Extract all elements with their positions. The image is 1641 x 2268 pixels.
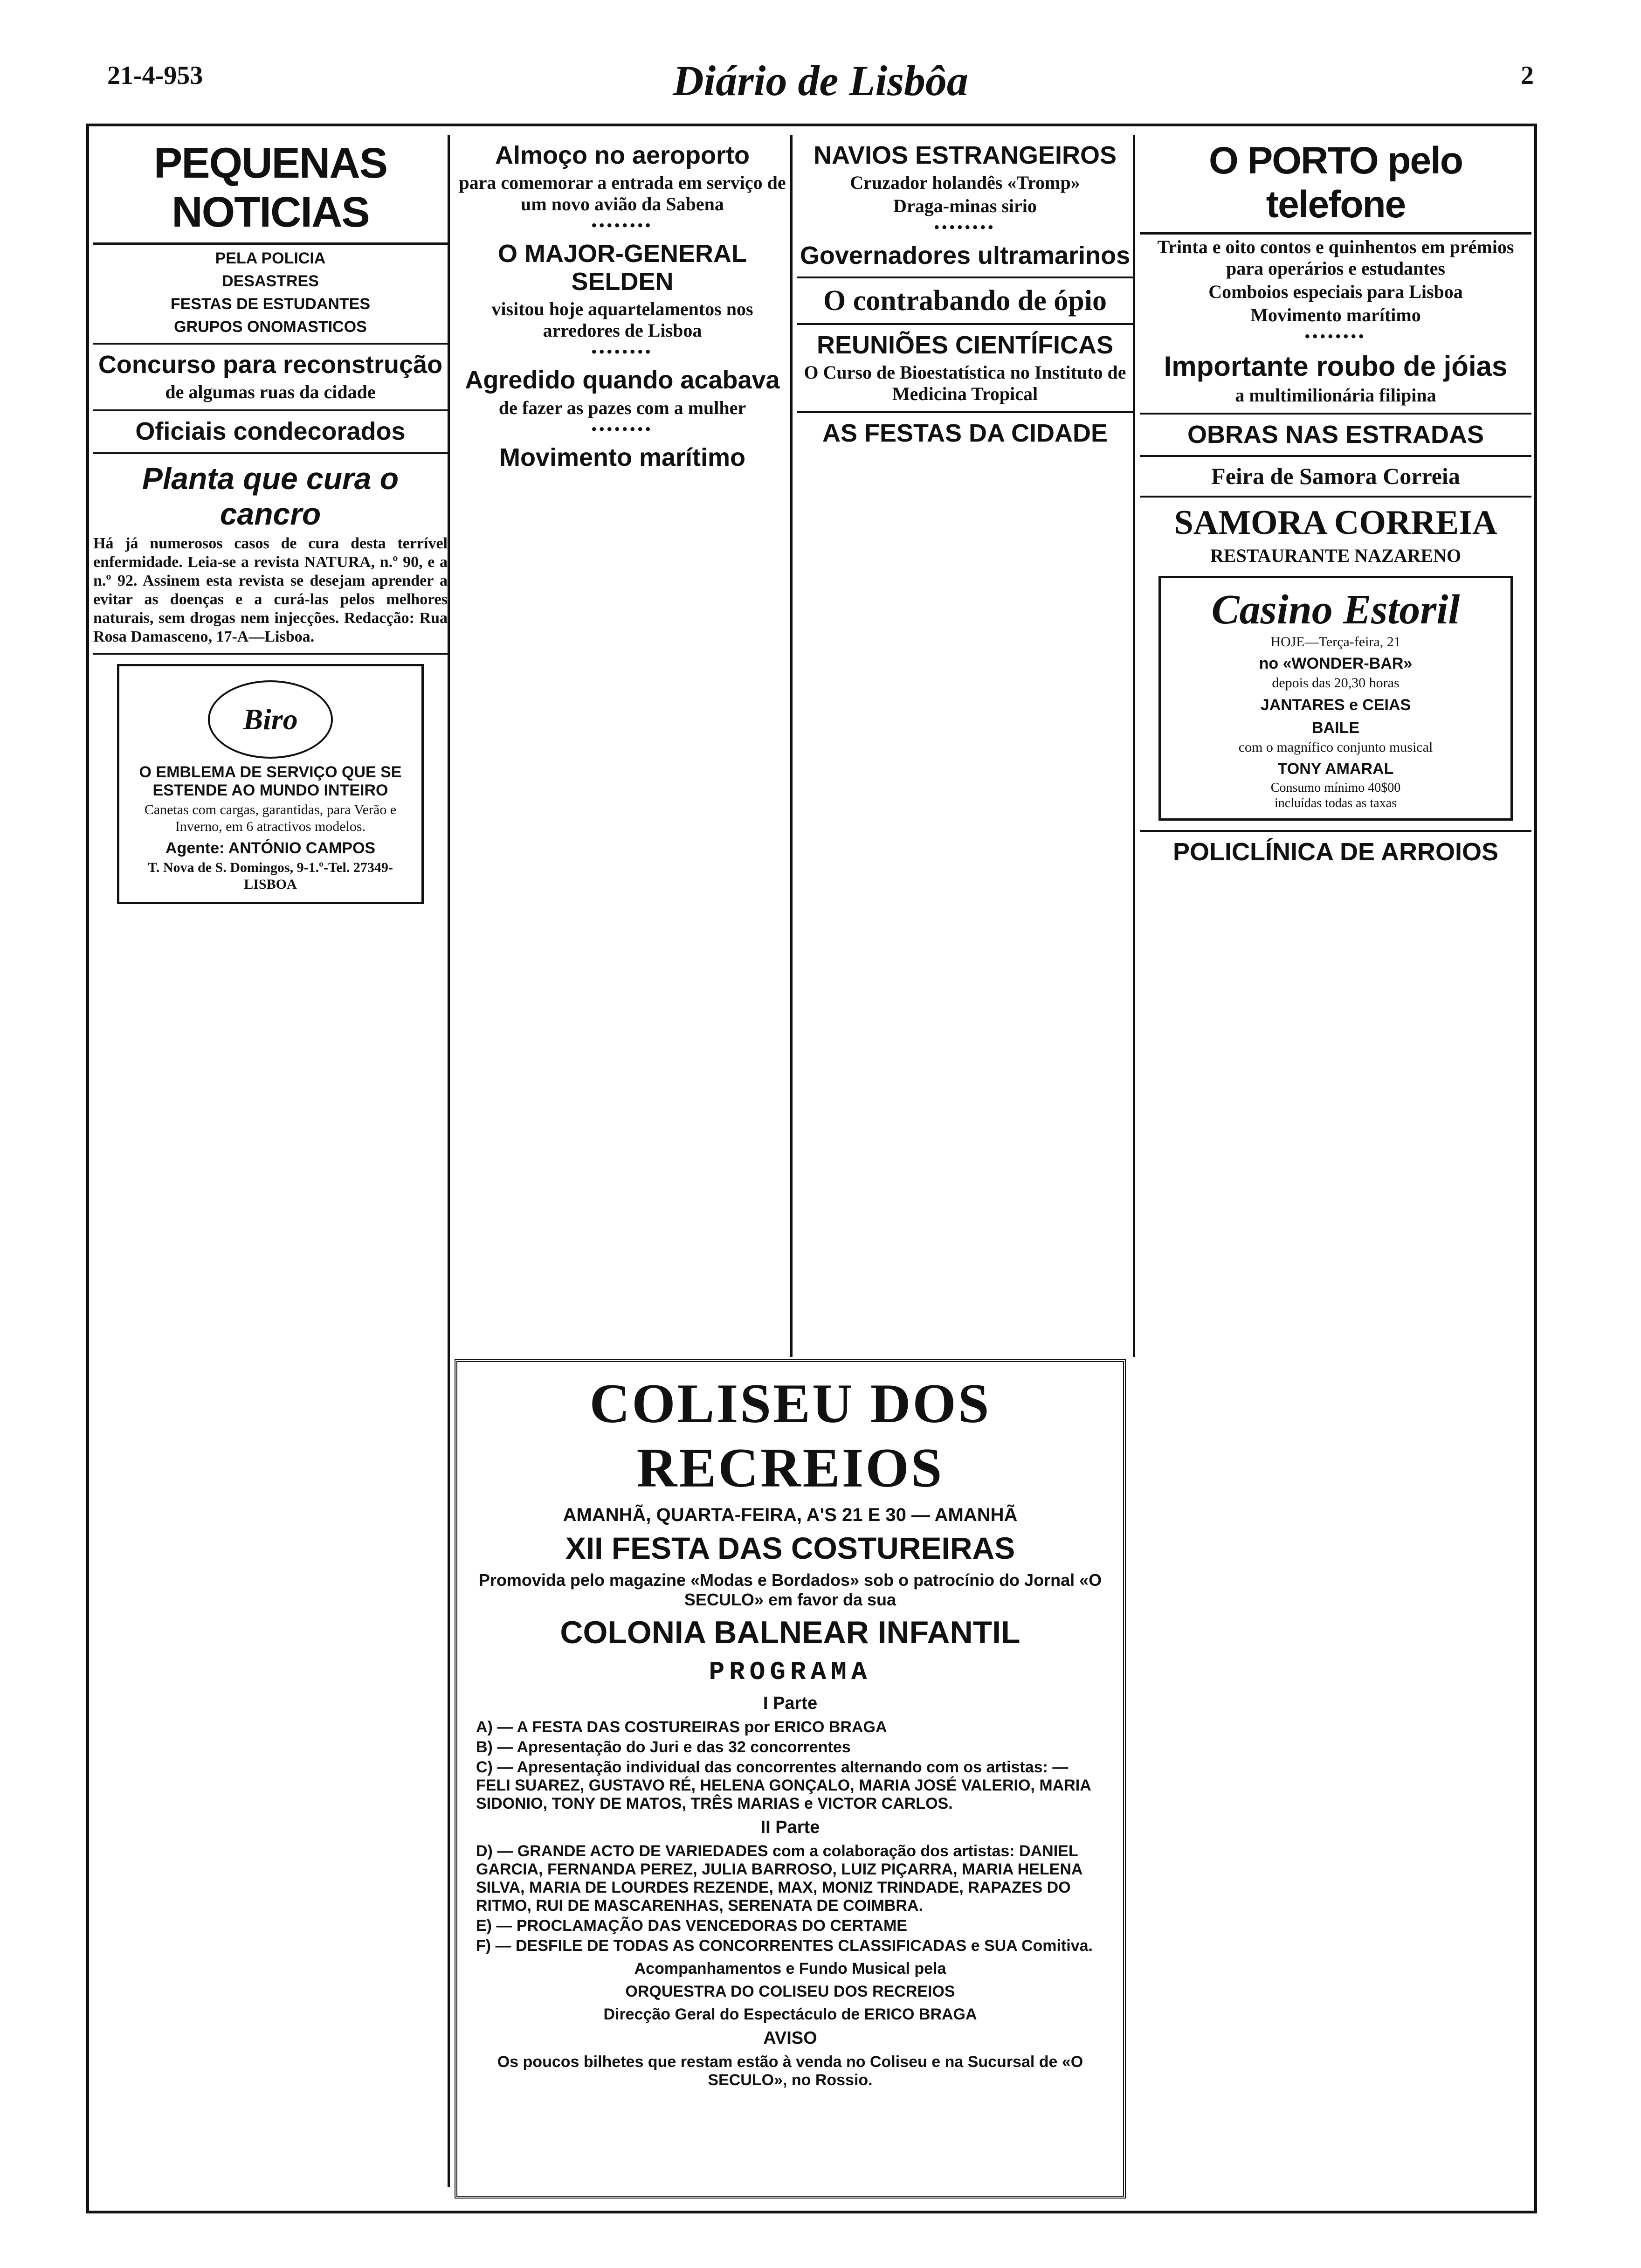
ad-text: Canetas com cargas, garantidas, para Verão e Inverno, em 6 atractivos modelos. — [144, 802, 397, 834]
program-item: D) — GRANDE ACTO DE VARIEDADES com a colaboração dos artistas: DANIEL GARCIA, FERNANDA PEREZ, JULIA BARROSO, LUIZ PIÇARRA, MARIA HELENA SILVA, MARIA DE LOURDES REZENDE, MAX, MONIZ TRINDADE, RAPAZES DO RITMO, RUI DE MASCARENHAS, SERENATA DE COIMBRA. — [476, 1842, 1083, 1915]
ornament-divider: •••••••• — [591, 218, 654, 234]
ad-direction: Direcção Geral do Espectáculo de ERICO BRAGA — [603, 2005, 977, 2023]
ad-event: XII FESTA DAS COSTUREIRAS — [565, 1531, 1015, 1565]
casino-estoril-ad — [1158, 576, 1513, 821]
coliseu-ad — [455, 1359, 1126, 2199]
ad-date: AMANHÃ, QUARTA-FEIRA, A'S 21 E 30 — AMANHÃ — [563, 1505, 1018, 1525]
subheadline: a multimilionária filipina — [1235, 385, 1436, 406]
divider — [1140, 413, 1531, 415]
ad-tagline: O EMBLEMA DE SERVIÇO QUE SE ESTENDE AO MUNDO INTEIRO — [139, 763, 402, 800]
headline: Movimento marítimo — [499, 443, 746, 471]
subheadline: para comemorar a entrada em serviço de um novo avião da Sabena — [459, 172, 786, 215]
program-item: E) — PROCLAMAÇÃO DAS VENCEDORAS DO CERTAME — [476, 1917, 907, 1935]
ad-title: COLISEU DOS RECREIOS — [589, 1372, 991, 1499]
divider — [1140, 496, 1531, 498]
ad-line: TONY AMARAL — [1277, 760, 1394, 778]
ad-line: com o magnífico conjunto musical — [1238, 739, 1433, 755]
column-3 — [797, 135, 1135, 1357]
subheadline: de algumas ruas da cidade — [165, 381, 376, 403]
headline: AS FESTAS DA CIDADE — [822, 419, 1108, 448]
program-item: A) — A FESTA DAS COSTUREIRAS por ERICO BRAGA — [476, 1718, 887, 1736]
issue-date: 21-4-953 — [107, 61, 203, 90]
subheadline: Comboios especiais para Lisboa — [1208, 281, 1463, 302]
headline: NAVIOS ESTRANGEIROS — [813, 141, 1117, 169]
ornament-divider: •••••••• — [934, 220, 996, 235]
headline: Governadores ultramarinos — [800, 242, 1131, 270]
subheadline: de fazer as pazes com a mulher — [498, 397, 746, 418]
part-heading: II Parte — [760, 1818, 820, 1837]
section-header: O PORTO pelo telefone — [1140, 135, 1531, 235]
ad-address: T. Nova de S. Domingos, 9-1.º-Tel. 27349-LISBOA — [148, 860, 393, 892]
column-1 — [93, 135, 450, 2187]
divider — [1140, 830, 1531, 832]
page-number: 2 — [1521, 61, 1534, 90]
divider — [797, 411, 1133, 413]
headline: REUNIÕES CIENTÍFICAS — [816, 331, 1114, 359]
divider — [93, 653, 448, 655]
ornament-divider: •••••••• — [1304, 329, 1367, 344]
subhead: GRUPOS ONOMASTICOS — [174, 318, 367, 336]
headline: Importante roubo de jóias — [1164, 351, 1508, 382]
headline: OBRAS NAS ESTRADAS — [1187, 421, 1484, 449]
section-header: PEQUENAS NOTICIAS — [93, 135, 448, 245]
ad-line: JANTARES e CEIAS — [1260, 696, 1411, 714]
biro-ad — [117, 664, 424, 904]
ad-line: Consumo mínimo 40$00 — [1270, 780, 1401, 795]
ad-line: HOJE—Terça-feira, 21 — [1270, 634, 1401, 650]
subheadline: Cruzador holandês «Tromp» — [850, 172, 1080, 194]
divider — [1140, 455, 1531, 457]
headline: Concurso para reconstrução — [98, 351, 443, 379]
divider — [93, 343, 448, 345]
column-2 — [455, 135, 793, 1357]
ad-line: no «WONDER-BAR» — [1259, 655, 1413, 673]
casino-logo: Casino Estoril — [1211, 586, 1460, 633]
biro-logo: Biro — [208, 680, 333, 759]
divider — [93, 452, 448, 454]
headline: POLICLÍNICA DE ARROIOS — [1172, 838, 1499, 866]
masthead — [107, 56, 1534, 112]
headline: O contrabando de ópio — [823, 284, 1107, 317]
subheadline: Movimento marítimo — [1250, 304, 1421, 325]
headline: Almoço no aeroporto — [495, 141, 750, 169]
ad-orchestra: ORQUESTRA DO COLISEU DOS RECREIOS — [625, 1983, 955, 2000]
headline: Agredido quando acabava — [465, 366, 780, 394]
ornament-divider: •••••••• — [591, 344, 654, 360]
ad-aviso: AVISO — [763, 2028, 817, 2048]
ad-aviso-text: Os poucos bilhetes que restam estão à venda no Coliseu e na Sucursal de «O SECULO», no Rossio. — [497, 2053, 1083, 2089]
ad-cause: COLONIA BALNEAR INFANTIL — [560, 1615, 1020, 1650]
ornament-divider: •••••••• — [591, 421, 654, 437]
ad-programa: PROGRAMA — [709, 1657, 872, 1687]
divider — [93, 409, 448, 411]
headline: Feira de Samora Correia — [1211, 463, 1460, 490]
ad-accomp: Acompanhamentos e Fundo Musical pela — [634, 1960, 946, 1978]
column-4 — [1140, 135, 1531, 2187]
ad-headline: SAMORA CORREIA — [1174, 504, 1497, 542]
divider — [797, 323, 1133, 325]
newspaper-title: Diário de Lisbôa — [673, 57, 968, 104]
subhead: DESASTRES — [222, 272, 319, 290]
subheadline: visitou hoje aquartelamentos nos arredores de Lisboa — [491, 298, 753, 341]
program-item: B) — Apresentação do Juri e das 32 concorrentes — [476, 1738, 851, 1756]
ad-line: depois das 20,30 horas — [1272, 675, 1400, 691]
subheadline: Trinta e oito contos e quinhentos em prémios para operários e estudantes — [1157, 236, 1514, 279]
ad-line: incluídas todas as taxas — [1274, 795, 1397, 810]
subheadline: Draga-minas sirio — [893, 195, 1037, 217]
part-heading: I Parte — [763, 1694, 818, 1713]
divider — [797, 277, 1133, 278]
ad-agent: Agente: ANTÓNIO CAMPOS — [165, 839, 376, 857]
program-item: F) — DESFILE DE TODAS AS CONCORRENTES CLASSIFICADAS e SUA Comitiva. — [476, 1937, 1093, 1955]
headline: O MAJOR-GENERAL SELDEN — [497, 240, 747, 296]
subhead: PELA POLICIA — [215, 249, 326, 267]
ad-headline: Planta que cura o cancro — [142, 461, 399, 531]
ad-subheadline: RESTAURANTE NAZARENO — [1210, 545, 1462, 566]
ad-line: BAILE — [1312, 719, 1359, 737]
subheadline: O Curso de Bioestatística no Instituto de Medicina Tropical — [804, 362, 1126, 405]
ad-body: Há já numerosos casos de cura desta terrível enfermidade. Leia-se a revista NATURA, n.º 90, e a n.º 92. Assinem esta revista se desejam aprender a evitar as doenças e a curá-las pelos melhores naturais, sem drogas nem injecções. Redacção: Rua Rosa Damasceno, 17-A—Lisboa. — [93, 534, 448, 646]
headline: Oficiais condecorados — [135, 417, 406, 446]
subhead: FESTAS DE ESTUDANTES — [170, 295, 371, 313]
program-item: C) — Apresentação individual das concorrentes alternando com os artistas: — FELI SUAREZ, GUSTAVO RÉ, HELENA GONÇALO, MARIA JOSÉ VALERIO, MARIA SIDONIO, TONY DE MATOS, TRÊS MARIAS e VICTOR CARLOS. — [476, 1758, 1091, 1812]
ad-promo: Promovida pelo magazine «Modas e Bordados» sob o patrocínio do Jornal «O SECULO» em favor da sua — [478, 1570, 1102, 1609]
